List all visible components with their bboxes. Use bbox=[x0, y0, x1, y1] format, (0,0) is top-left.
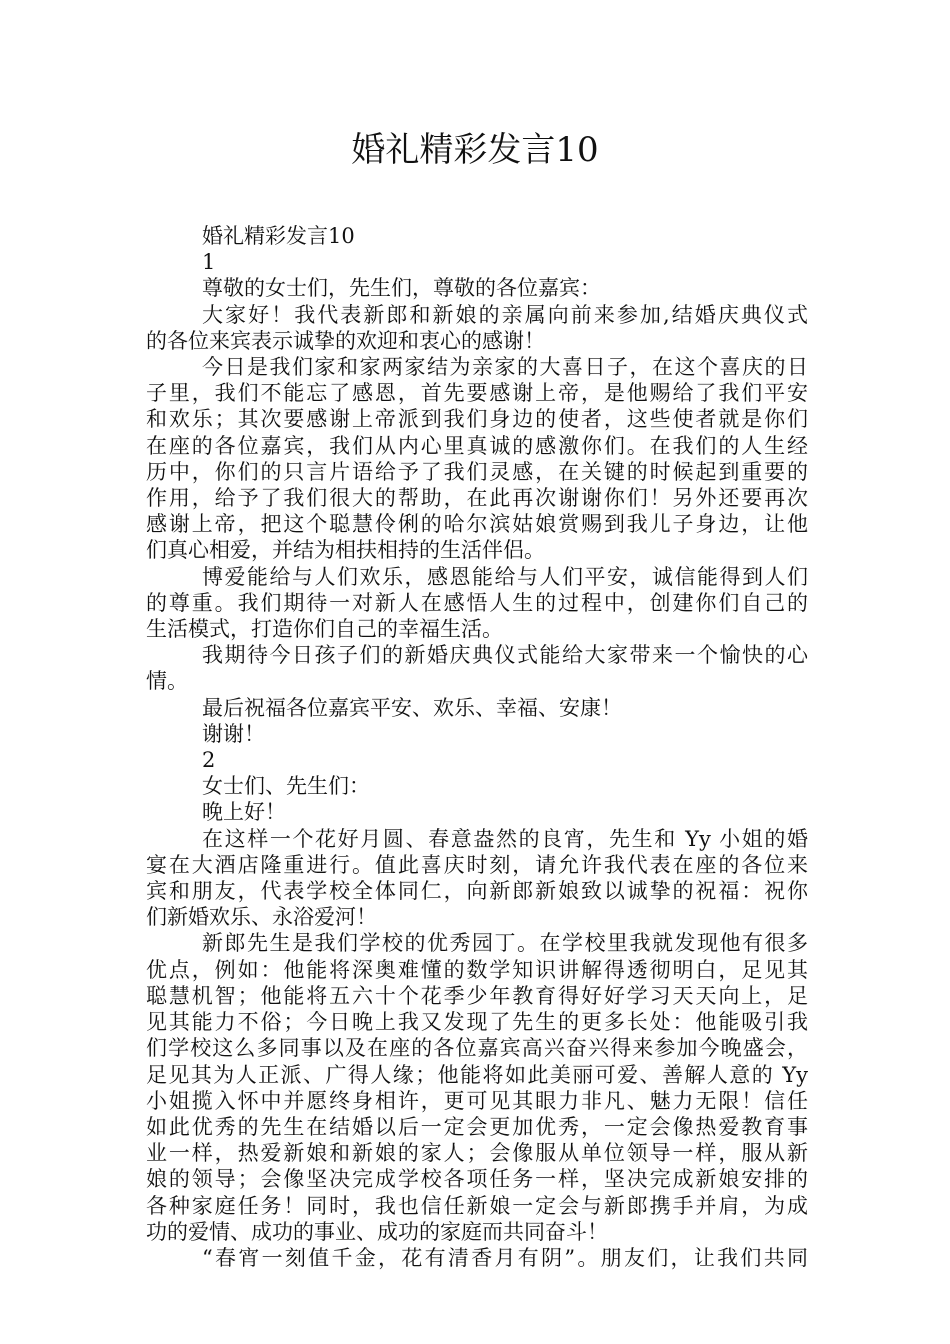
text-line: 们新婚欢乐、永浴爱河！ bbox=[146, 905, 377, 930]
text-line: 历中，你们的只言片语给予了我们灵感，在关键的时候起到重要的 bbox=[146, 459, 808, 484]
document-body bbox=[146, 223, 808, 1271]
text-line: 子里，我们不能忘了感恩，首先要感谢上帝，是他赐给了我们平安 bbox=[146, 381, 808, 406]
text-line: 在座的各位嘉宾，我们从内心里真诚的感激你们。在我们的人生经 bbox=[146, 433, 808, 458]
text-line: 今日是我们家和家两家结为亲家的大喜日子，在这个喜庆的日 bbox=[202, 355, 808, 380]
text-line: 婚礼精彩发言10 bbox=[202, 224, 355, 248]
text-line: 1 bbox=[202, 250, 216, 275]
text-line: 如此优秀的先生在结婚以后一定会更加优秀，一定会像热爱教育事 bbox=[146, 1114, 808, 1139]
text-line: 尊敬的女士们，先生们，尊敬的各位嘉宾： bbox=[202, 276, 601, 301]
text-line: 在这样一个花好月圆、春意盎然的良宵，先生和 Yy 小姐的婚 bbox=[202, 826, 808, 851]
text-line: 大家好！我代表新郎和新娘的亲属向前来参加,结婚庆典仪式 bbox=[202, 302, 808, 327]
text-line: 宴在大酒店隆重进行。值此喜庆时刻，请允许我代表在座的各位来 bbox=[146, 852, 808, 877]
text-line: 业一样，热爱新娘和新娘的家人；会像服从单位领导一样，服从新 bbox=[146, 1141, 808, 1166]
text-line: 宾和朋友，代表学校全体同仁，向新郎新娘致以诚挚的祝福：祝你 bbox=[146, 879, 808, 904]
text-line: 们学校这么多同事以及在座的各位嘉宾高兴奋兴得来参加今晚盛会， bbox=[146, 1036, 808, 1061]
text-line: 足见其为人正派、广得人缘；他能将如此美丽可爱、善解人意的 Yy bbox=[146, 1062, 808, 1087]
text-line: 谢谢！ bbox=[202, 721, 265, 746]
text-line: 生活模式，打造你们自己的幸福生活。 bbox=[146, 617, 503, 642]
text-line: 娘的领导；会像坚决完成学校各项任务一样，坚决完成新娘安排的 bbox=[146, 1167, 808, 1192]
text-line: 小姐揽入怀中并愿终身相许，更可见其眼力非凡、魅力无限！信任 bbox=[146, 1088, 808, 1113]
text-line: 感谢上帝，把这个聪慧伶俐的哈尔滨姑娘赏赐到我儿子身边，让他 bbox=[146, 512, 808, 537]
text-line: 女士们、先生们： bbox=[202, 774, 370, 799]
text-line: “春宵一刻值千金，花有清香月有阴”。朋友们，让我们共同 bbox=[202, 1245, 808, 1270]
text-line: 见其能力不俗；今日晚上我又发现了先生的更多长处：他能吸引我 bbox=[146, 1010, 808, 1035]
text-line: 各种家庭任务！同时，我也信任新娘一定会与新郎携手并肩，为成 bbox=[146, 1193, 808, 1218]
text-line: 的尊重。我们期待一对新人在感悟人生的过程中，创建你们自己的 bbox=[146, 590, 808, 615]
text-line: 情。 bbox=[146, 669, 188, 694]
text-line: 们真心相爱，并结为相扶相持的生活伴侣。 bbox=[146, 538, 545, 563]
text-line: 作用，给予了我们很大的帮助，在此再次谢谢你们！另外还要再次 bbox=[146, 486, 808, 511]
text-line: 我期待今日孩子们的新婚庆典仪式能给大家带来一个愉快的心 bbox=[202, 643, 808, 668]
document-title: 婚礼精彩发言10 bbox=[351, 130, 599, 170]
text-line: 优点，例如：他能将深奥难懂的数学知识讲解得透彻明白，足见其 bbox=[146, 957, 808, 982]
text-line: 新郎先生是我们学校的优秀园丁。在学校里我就发现他有很多 bbox=[202, 931, 808, 956]
text-line: 的各位来宾表示诚挚的欢迎和衷心的感谢！ bbox=[146, 328, 545, 353]
text-line: 聪慧机智；他能将五六十个花季少年教育得好好学习天天向上，足 bbox=[146, 983, 808, 1008]
text-line: 最后祝福各位嘉宾平安、欢乐、幸福、安康！ bbox=[202, 695, 622, 720]
text-line: 晚上好！ bbox=[202, 800, 286, 825]
text-line: 2 bbox=[202, 748, 216, 773]
text-line: 和欢乐；其次要感谢上帝派到我们身边的使者，这些使者就是你们 bbox=[146, 407, 808, 432]
text-line: 功的爱情、成功的事业、成功的家庭而共同奋斗！ bbox=[146, 1219, 608, 1244]
text-line: 博爱能给与人们欢乐，感恩能给与人们平安，诚信能得到人们 bbox=[202, 564, 808, 589]
